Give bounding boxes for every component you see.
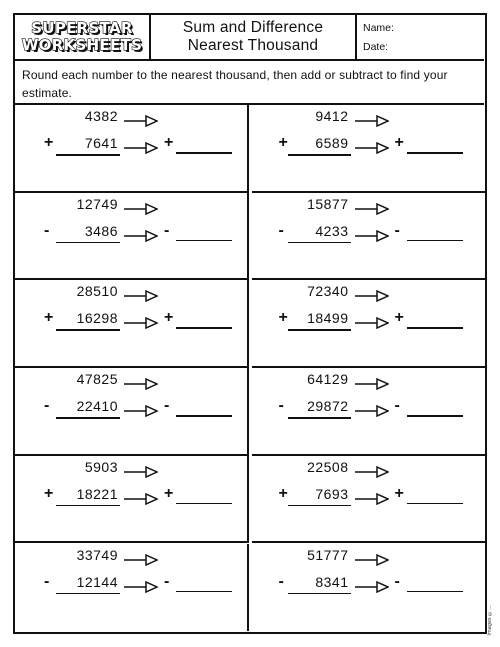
first-number: 12749 bbox=[76, 195, 118, 212]
first-number: 47825 bbox=[76, 371, 118, 388]
arrow-right-icon bbox=[124, 200, 158, 212]
second-number: 6589 bbox=[315, 135, 349, 151]
estimate-operator-sign: - bbox=[164, 572, 170, 590]
estimate-operator-sign: + bbox=[394, 309, 404, 327]
estimate-answer-blank[interactable] bbox=[407, 327, 463, 329]
second-number: 29872 bbox=[307, 398, 349, 415]
operator-sign: - bbox=[44, 397, 50, 415]
image-credit: Images ©... bbox=[487, 605, 493, 636]
estimate-operator-sign: + bbox=[394, 484, 404, 502]
first-number: 9412 bbox=[315, 108, 349, 124]
estimate-answer-blank[interactable] bbox=[176, 415, 232, 417]
first-number: 64129 bbox=[307, 371, 349, 388]
second-number: 18499 bbox=[307, 310, 349, 327]
estimate-answer-blank[interactable] bbox=[407, 591, 463, 593]
arrow-right-icon bbox=[124, 551, 158, 563]
problem-cell bbox=[252, 105, 485, 193]
operator-sign: + bbox=[278, 484, 288, 502]
logo-word-worksheets: WORKSHEETS bbox=[21, 36, 143, 54]
problem-underline bbox=[56, 593, 120, 595]
estimate-operator-sign: - bbox=[164, 221, 170, 239]
estimate-operator-sign: - bbox=[394, 572, 400, 590]
problem-underline bbox=[288, 242, 351, 244]
problem-underline bbox=[56, 242, 120, 244]
problem-cell bbox=[15, 544, 249, 632]
estimate-operator-sign: + bbox=[164, 134, 174, 151]
second-number: 16298 bbox=[76, 310, 118, 327]
arrow-right-icon bbox=[355, 314, 389, 326]
estimate-answer-blank[interactable] bbox=[176, 152, 232, 154]
problem-underline bbox=[288, 505, 351, 507]
arrow-right-icon bbox=[355, 200, 389, 212]
arrow-right-icon bbox=[124, 463, 158, 475]
problem-cell bbox=[15, 456, 249, 544]
arrow-right-icon bbox=[355, 578, 389, 590]
instructions: Round each number to the nearest thousand, then add or subtract to find your estimate. bbox=[15, 61, 484, 105]
arrow-right-icon bbox=[355, 227, 389, 239]
estimate-answer-blank[interactable] bbox=[407, 503, 463, 505]
arrow-right-icon bbox=[124, 402, 158, 414]
arrow-right-icon bbox=[124, 227, 158, 239]
estimate-operator-sign: + bbox=[394, 134, 404, 151]
second-number: 12144 bbox=[76, 573, 118, 590]
second-number: 8341 bbox=[315, 573, 349, 590]
title-box bbox=[151, 15, 357, 59]
problem-cell bbox=[252, 280, 485, 368]
problem-cell bbox=[252, 368, 485, 456]
problem-cell bbox=[15, 280, 249, 368]
problem-underline bbox=[288, 593, 351, 595]
arrow-right-icon bbox=[124, 287, 158, 299]
arrow-right-icon bbox=[355, 463, 389, 475]
arrow-right-icon bbox=[355, 551, 389, 563]
first-number: 5903 bbox=[84, 458, 118, 475]
worksheet bbox=[13, 13, 487, 634]
arrow-right-icon bbox=[124, 139, 158, 151]
problem-cell bbox=[252, 456, 485, 544]
date-field-label[interactable]: Date: bbox=[363, 41, 389, 53]
name-date-box bbox=[357, 15, 484, 59]
first-number: 33749 bbox=[76, 546, 118, 563]
name-field-label[interactable]: Name: bbox=[363, 22, 394, 34]
logo-word-superstar: SUPERSTAR bbox=[31, 19, 133, 37]
arrow-right-icon bbox=[355, 112, 389, 124]
problem-cell bbox=[252, 193, 485, 281]
second-number: 4233 bbox=[315, 222, 349, 239]
arrow-right-icon bbox=[124, 490, 158, 502]
problem-cell bbox=[252, 544, 485, 632]
first-number: 28510 bbox=[76, 283, 118, 300]
estimate-operator-sign: - bbox=[394, 221, 400, 239]
operator-sign: - bbox=[44, 572, 50, 590]
second-number: 18221 bbox=[76, 485, 118, 502]
first-number: 72340 bbox=[307, 283, 349, 300]
operator-sign: - bbox=[44, 221, 50, 239]
operator-sign: - bbox=[278, 397, 284, 415]
arrow-right-icon bbox=[124, 112, 158, 124]
title-line-1: Sum and Difference bbox=[182, 19, 324, 36]
second-number: 3486 bbox=[84, 222, 118, 239]
arrow-right-icon bbox=[355, 139, 389, 151]
title-line-2: Nearest Thousand bbox=[187, 37, 319, 54]
problem-cell bbox=[15, 193, 249, 281]
estimate-answer-blank[interactable] bbox=[407, 415, 463, 417]
arrow-right-icon bbox=[124, 578, 158, 590]
arrow-right-icon bbox=[355, 375, 389, 387]
operator-sign: + bbox=[44, 309, 54, 327]
problem-underline bbox=[288, 154, 351, 156]
problem-grid bbox=[15, 105, 484, 631]
operator-sign: + bbox=[278, 309, 288, 327]
second-number: 7693 bbox=[315, 485, 349, 502]
estimate-answer-blank[interactable] bbox=[176, 240, 232, 242]
operator-sign: + bbox=[278, 134, 288, 151]
problem-underline bbox=[56, 505, 120, 507]
superstar-worksheets-logo bbox=[15, 15, 151, 59]
problem-underline bbox=[56, 417, 120, 419]
estimate-answer-blank[interactable] bbox=[176, 591, 232, 593]
arrow-right-icon bbox=[355, 402, 389, 414]
first-number: 4382 bbox=[84, 108, 118, 124]
first-number: 15877 bbox=[307, 195, 349, 212]
first-number: 51777 bbox=[307, 546, 349, 563]
problem-underline bbox=[56, 154, 120, 156]
arrow-right-icon bbox=[124, 314, 158, 326]
operator-sign: + bbox=[44, 134, 54, 151]
second-number: 7641 bbox=[84, 135, 118, 151]
operator-sign: - bbox=[278, 221, 284, 239]
estimate-answer-blank[interactable] bbox=[176, 327, 232, 329]
estimate-operator-sign: - bbox=[164, 397, 170, 415]
problem-cell bbox=[15, 105, 249, 193]
problem-underline bbox=[56, 329, 120, 331]
operator-sign: + bbox=[44, 484, 54, 502]
estimate-answer-blank[interactable] bbox=[407, 240, 463, 242]
operator-sign: - bbox=[278, 572, 284, 590]
estimate-answer-blank[interactable] bbox=[176, 503, 232, 505]
estimate-operator-sign: + bbox=[164, 484, 174, 502]
second-number: 22410 bbox=[76, 398, 118, 415]
arrow-right-icon bbox=[124, 375, 158, 387]
problem-underline bbox=[288, 329, 351, 331]
worksheet-header bbox=[15, 15, 484, 61]
first-number: 22508 bbox=[307, 458, 349, 475]
estimate-operator-sign: + bbox=[164, 309, 174, 327]
estimate-operator-sign: - bbox=[394, 397, 400, 415]
estimate-answer-blank[interactable] bbox=[407, 152, 463, 154]
problem-underline bbox=[288, 417, 351, 419]
arrow-right-icon bbox=[355, 287, 389, 299]
arrow-right-icon bbox=[355, 490, 389, 502]
problem-cell bbox=[15, 368, 249, 456]
